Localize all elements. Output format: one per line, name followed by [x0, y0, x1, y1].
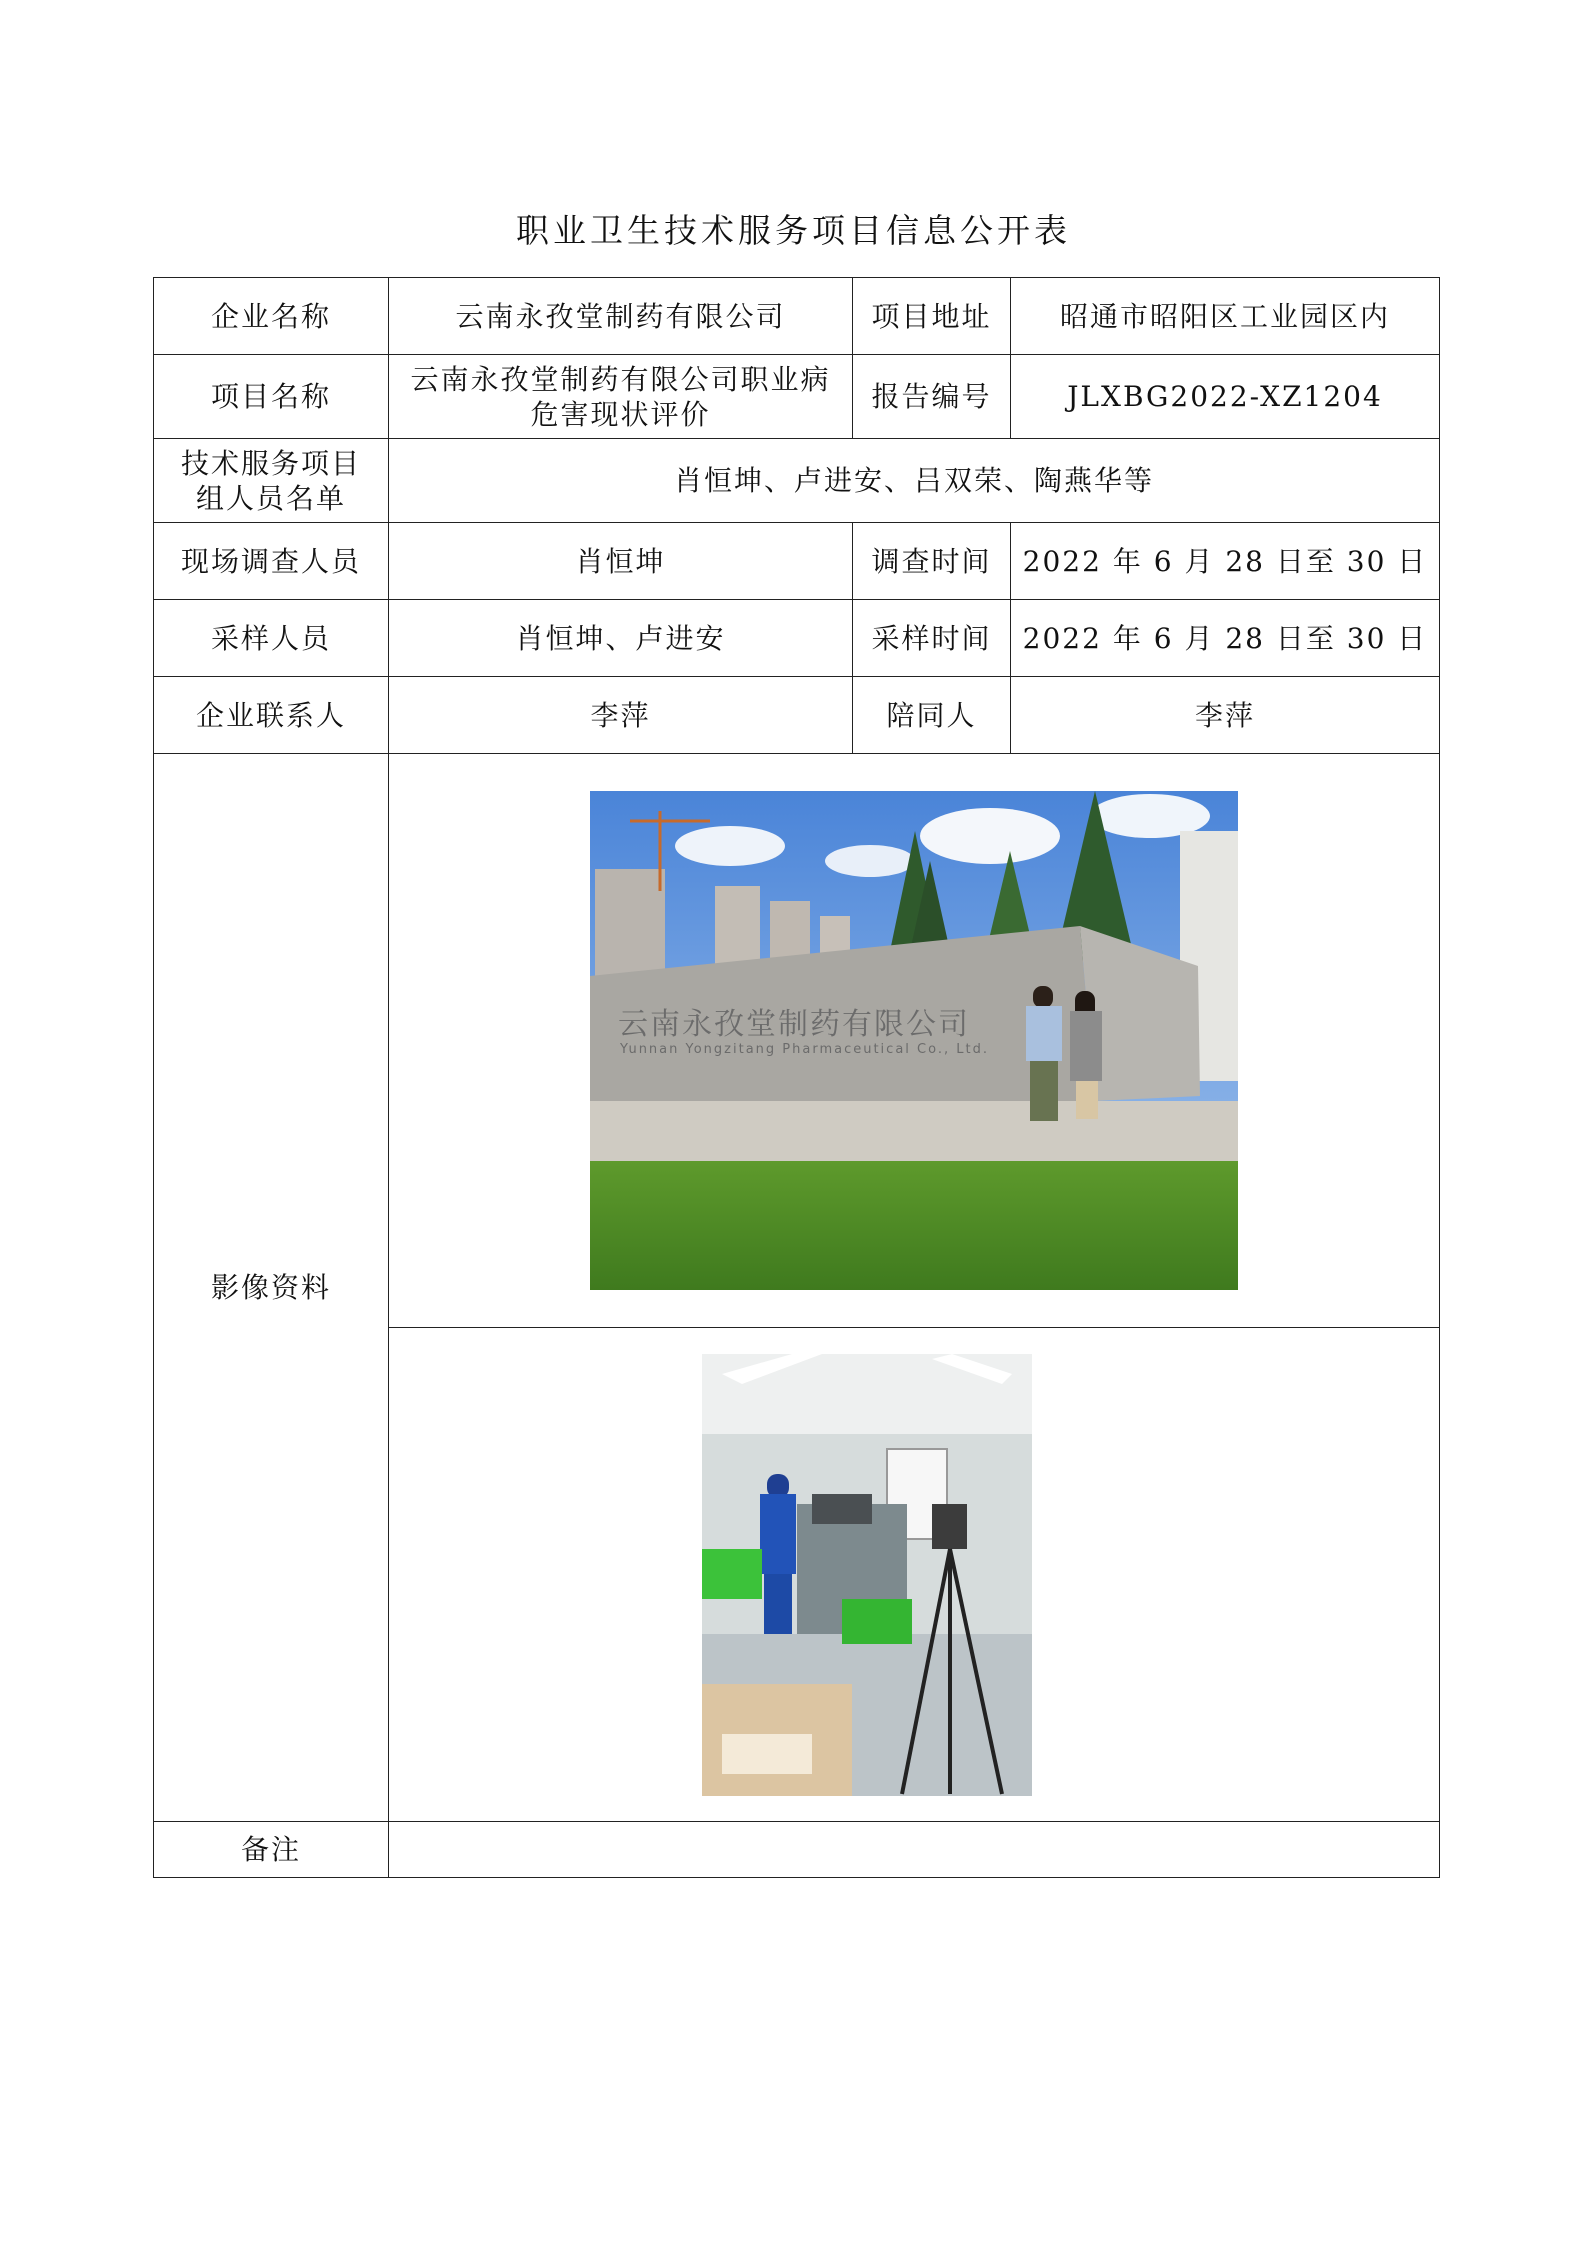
sampling-staff-label: 采样人员 — [154, 600, 389, 677]
company-name-label: 企业名称 — [154, 278, 389, 355]
row-survey — [154, 523, 1440, 600]
row-sampling — [154, 600, 1440, 677]
photo-workshop — [702, 1354, 1032, 1796]
photo-company-gate — [590, 791, 1238, 1290]
escort-value: 李萍 — [1011, 677, 1440, 754]
row-team — [154, 439, 1440, 523]
team-value: 肖恒坤、卢进安、吕双荣、陶燕华等 — [389, 439, 1440, 523]
sign-en: Yunnan Yongzitang Pharmaceutical Co., Ltd. — [620, 1042, 989, 1057]
project-name-label: 项目名称 — [154, 355, 389, 439]
team-label: 技术服务项目组人员名单 — [154, 439, 389, 523]
project-name-value: 云南永孜堂制药有限公司职业病危害现状评价 — [389, 355, 853, 439]
project-address-label: 项目地址 — [853, 278, 1011, 355]
survey-staff-label: 现场调查人员 — [154, 523, 389, 600]
row-images-1 — [154, 754, 1440, 1328]
contact-value: 李萍 — [389, 677, 853, 754]
images-label: 影像资料 — [154, 754, 389, 1822]
photo-cell-1 — [389, 754, 1440, 1328]
report-no-label: 报告编号 — [853, 355, 1011, 439]
sign-cn: 云南永孜堂制药有限公司 — [618, 1007, 970, 1042]
company-name-value: 云南永孜堂制药有限公司 — [389, 278, 853, 355]
contact-label: 企业联系人 — [154, 677, 389, 754]
escort-label: 陪同人 — [853, 677, 1011, 754]
sampling-staff-value: 肖恒坤、卢进安 — [389, 600, 853, 677]
row-project — [154, 355, 1440, 439]
project-address-value: 昭通市昭阳区工业园区内 — [1011, 278, 1440, 355]
sampling-time-label: 采样时间 — [853, 600, 1011, 677]
row-company — [154, 278, 1440, 355]
survey-staff-value: 肖恒坤 — [389, 523, 853, 600]
remarks-label: 备注 — [154, 1822, 389, 1878]
row-contact — [154, 677, 1440, 754]
page-title: 职业卫生技术服务项目信息公开表 — [516, 211, 1071, 250]
survey-time-value: 2022 年 6 月 28 日至 30 日 — [1011, 523, 1440, 600]
report-no-value: JLXBG2022-XZ1204 — [1011, 355, 1440, 439]
survey-time-label: 调查时间 — [853, 523, 1011, 600]
remarks-value — [389, 1822, 1440, 1878]
sampling-time-value: 2022 年 6 月 28 日至 30 日 — [1011, 600, 1440, 677]
info-table — [153, 277, 1440, 1878]
row-remarks — [154, 1822, 1440, 1878]
photo-cell-2 — [389, 1328, 1440, 1822]
